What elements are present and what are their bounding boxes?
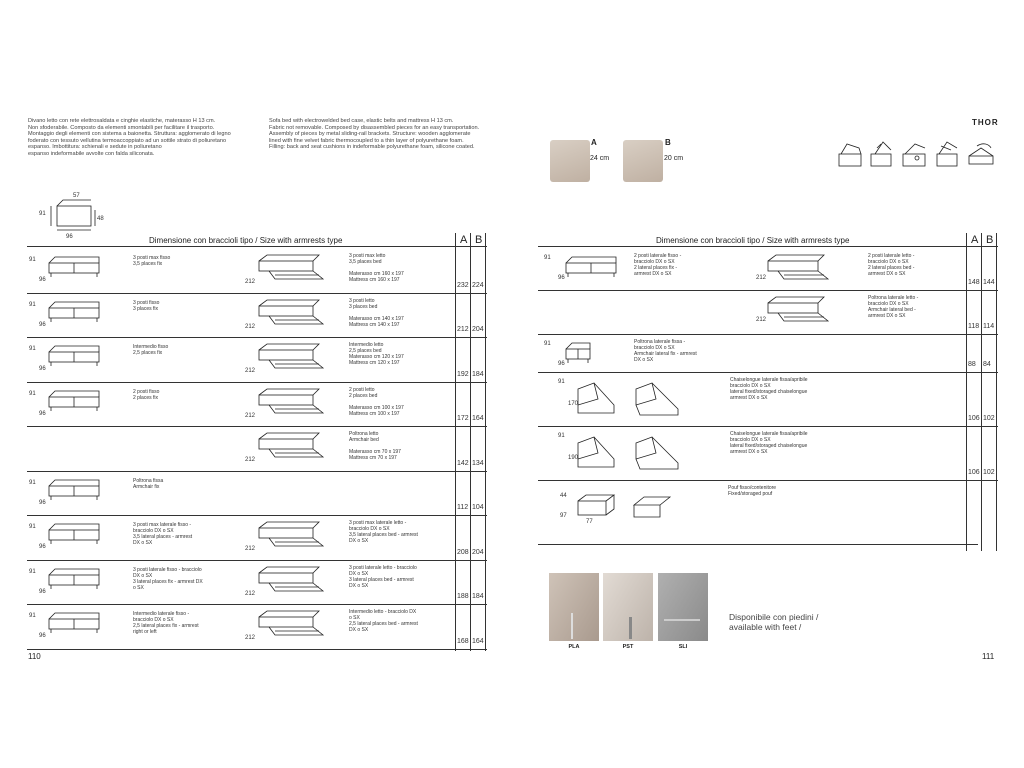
armrest-a-label: A: [591, 138, 597, 147]
feet-availability-text: Disponibile con piedini / available with feet /: [729, 612, 819, 632]
row-height: 91: [558, 433, 565, 439]
left-table-header: Dimensione con braccioli tipo / Size with armrests type: [149, 236, 343, 245]
row-width: 96: [558, 275, 565, 281]
sofa-bed-drawing: [255, 429, 329, 466]
dim-length: 96: [66, 234, 73, 240]
row-bed-text: 2 posti laterale letto - bracciolo DX o SX 2 lateral places bed - armrest DX o SX: [868, 253, 915, 277]
row-width: 96: [39, 588, 46, 595]
sofa-fixed-drawing: [560, 253, 622, 286]
row-bed-width: 212: [756, 317, 767, 323]
row-text: Poltrona laterale fissa - bracciolo DX o SX Armchair lateral fix - armrest DX o SX: [634, 339, 697, 363]
assembly-steps-icons: [837, 140, 997, 174]
row-fixed-text: Intermedio laterale fisso - bracciolo DX o SX 2,5 lateral places fix - armrest right or left: [133, 611, 199, 635]
row-bed-text: 3 posti laterale letto - bracciolo DX o SX 3 lateral places bed - armrest DX o SX: [349, 564, 417, 589]
row-width: 96: [39, 410, 46, 417]
row-value-a: 148: [968, 279, 980, 286]
row-value-a: 142: [457, 459, 469, 467]
row-divider: [27, 515, 487, 516]
row-divider: [27, 560, 487, 561]
row-bed-text: Intermedio letto 2,5 places bed Materasso cm 120 x 197 Mattress cm 120 x 197: [349, 342, 404, 366]
row-fixed-text: 3 posti fisso 3 places fix: [133, 299, 160, 312]
sofa-fixed-drawing: [43, 476, 105, 509]
assembly-step-5-icon: [969, 144, 993, 164]
row-bed-width: 212: [245, 323, 256, 330]
assembly-step-4-icon: [937, 142, 957, 166]
dim-width: 57: [73, 193, 80, 199]
left-col-a: A: [460, 234, 468, 246]
sofa-bed-drawing: [255, 340, 329, 377]
row-value-a: 88: [968, 361, 976, 368]
row-height: 91: [29, 568, 36, 575]
row-divider: [538, 544, 978, 545]
dim-height: 91: [39, 211, 46, 217]
row-bed-text: 3 posti max laterale letto - bracciolo DX o SX 3,5 lateral places bed - armrest DX o SX: [349, 520, 418, 544]
sofa-fixed-drawing: [43, 609, 105, 642]
row-value-a: 212: [457, 326, 469, 333]
row-height: 91: [29, 301, 36, 308]
feet-swatch-sli: [658, 573, 708, 641]
row-divider: [27, 471, 487, 472]
row-value-b: 224: [472, 281, 484, 289]
row-divider: [27, 382, 487, 383]
intro-italian: Divano letto con rete elettrosaldata e cinghie elastiche, materasso H 13 cm. Non sfoderabile. Composto da elementi smontabili per facilitare il trasporto. Montaggio degli elementi con sistema a baionetta. Struttura: agglomerato di legno foderato con tessuto vellutina termoaccoppiato ad un sottile strato di poliuretano espanso. Imbottitura: schienali e sedute in poliuretano espanso indeformabile avvolte con falda siliconata.: [28, 118, 231, 157]
row-height: 91: [544, 255, 551, 261]
assembly-step-2-icon: [871, 142, 891, 166]
right-col-a: A: [971, 234, 979, 246]
page-number-left: 110: [28, 652, 41, 661]
row-value-b: 184: [472, 593, 484, 600]
row-fixed-text: 3 posti laterale fisso - bracciolo DX o SX 3 lateral places fix - armrest DX o SX: [133, 566, 203, 591]
armrest-b-image: [623, 140, 663, 182]
row-bed-text: 2 posti letto 2 places bed Materasso cm 100 x 197 Mattress cm 100 x 197: [349, 386, 404, 417]
row-value-b: 144: [983, 279, 995, 286]
row-value-a: 172: [457, 415, 469, 422]
armrest-b-label: B: [665, 138, 671, 147]
row-fixed-text: Poltrona fissa Armchair fix: [133, 477, 164, 490]
row-bed-text: 3 posti max letto 3,5 places bed Materasso cm 160 x 197 Mattress cm 160 x 197: [349, 253, 404, 283]
row-bed-text: 3 posti letto 3 places bed Materasso cm 140 x 197 Mattress cm 140 x 197: [349, 297, 404, 328]
row-value-b: 164: [472, 637, 484, 645]
row-height: 91: [29, 390, 36, 397]
row-value-a: 208: [457, 548, 469, 556]
row-divider: [27, 604, 487, 605]
chaiselongue-drawing: [574, 433, 704, 478]
row-bed-width: 212: [756, 275, 767, 281]
row-bed-width: 212: [245, 546, 256, 552]
row-height: 91: [29, 613, 36, 619]
assembly-step-3-icon: [903, 144, 925, 166]
sofa-fixed-drawing: [43, 253, 105, 286]
row-width: 96: [39, 633, 46, 639]
row-fixed-text: 3 posti max laterale fisso - bracciolo DX o SX 3,5 lateral places - armrest DX o SX: [133, 522, 193, 546]
row-value-a: 192: [457, 370, 469, 378]
row-value-a: 106: [968, 415, 980, 422]
row-width: 190: [568, 455, 579, 461]
intro-english: Sofa bed with electrowelded bed case, elastic belts and mattress H 13 cm. Fabric not removable. Composed by disassembled pieces for an easy transportation. Assembly of pieces by metal sliding-rail brackets. Structure: wooden agglomerate lined with fine velvet fabric thermocoupled to a thin layer of polyurethane foam. Filling: back and seat cushions in indeformable polyurethane foam, silicone coated.: [269, 118, 480, 151]
sofa-bed-drawing: [255, 251, 329, 288]
row-width: 96: [39, 277, 46, 283]
row-divider: [538, 372, 998, 373]
row-width: 97: [560, 513, 567, 519]
feet-label-pst: PST: [622, 644, 634, 650]
right-table: [538, 233, 998, 553]
sofa-bed-drawing: [255, 518, 329, 555]
row-height: 91: [544, 341, 551, 347]
sofa-fixed-drawing: [43, 565, 105, 598]
row-height: 91: [29, 257, 36, 263]
row-divider: [27, 426, 487, 427]
sofa-bed-drawing: [764, 293, 834, 330]
row-divider: [538, 426, 998, 427]
sofa-bed-drawing: [764, 251, 834, 288]
row-value-b: 84: [983, 361, 991, 368]
row-divider: [27, 293, 487, 294]
row-bed-width: 212: [245, 590, 256, 597]
armrest-a-image: [550, 140, 590, 182]
row-text: 2 posti laterale fisso - bracciolo DX o SX 2 lateral places fix - armrest DX o SX: [634, 253, 682, 277]
row-value-b: 184: [472, 370, 484, 378]
catalog-spread: [15, 88, 1009, 672]
row-divider: [538, 480, 998, 481]
row-width: 96: [39, 544, 46, 550]
feet-label-pla: PLA: [568, 644, 580, 650]
row-width: 170: [568, 401, 579, 407]
sofa-bed-drawing: [255, 607, 329, 644]
row-width: 96: [39, 499, 46, 506]
row-fixed-text: 3 posti max fisso 3,5 places fix: [133, 255, 171, 267]
row-value-a: 188: [457, 593, 469, 600]
row-divider: [27, 649, 487, 650]
row-width: 96: [39, 321, 46, 328]
row-text: Pouf fisso/contenitore Fixed/storaged pouf: [728, 485, 777, 497]
row-value-b: 204: [472, 326, 484, 333]
row-bed-width: 212: [245, 457, 256, 463]
feet-swatch-pst: [603, 573, 653, 641]
row-value-b: 102: [983, 415, 995, 422]
row-value-b: 204: [472, 548, 484, 556]
row-fixed-text: Intermedio fisso 2,5 places fix: [133, 344, 169, 356]
row-bed-text: Intermedio letto - bracciolo DX o SX 2,5 lateral places bed - armrest DX o SX: [349, 609, 418, 633]
row-value-b: 134: [472, 459, 484, 467]
row-bed-width: 212: [245, 279, 256, 285]
assembly-step-1-icon: [839, 144, 861, 166]
chaiselongue-drawing: [574, 379, 704, 424]
row-value-a: 232: [457, 281, 469, 289]
sofa-bed-drawing: [255, 385, 329, 422]
row-fixed-text: 2 posti fisso 2 places fix: [133, 388, 160, 401]
row-divider: [538, 334, 998, 335]
armrest-a-value: 24 cm: [590, 155, 610, 162]
row-value-b: 104: [472, 504, 484, 511]
sofa-bed-drawing: [255, 296, 329, 333]
row-divider: [27, 337, 487, 338]
left-col-b: B: [475, 234, 483, 246]
row-width-2: 77: [586, 519, 593, 525]
row-height: 91: [29, 524, 36, 530]
row-bed-width: 212: [245, 412, 256, 419]
row-height: 44: [560, 493, 567, 499]
right-col-b: B: [986, 234, 994, 246]
feet-label-sli: SLI: [678, 644, 688, 650]
row-bed-width: 212: [245, 635, 256, 641]
row-width: 96: [39, 366, 46, 372]
row-value-b: 114: [983, 323, 995, 330]
feet-swatch-pla: [549, 573, 599, 641]
row-value-a: 118: [968, 323, 980, 330]
row-height: 91: [29, 346, 36, 352]
row-bed-text: Poltrona laterale letto - bracciolo DX o SX Armchair lateral bed - armrest DX o SX: [868, 295, 919, 319]
sofa-fixed-drawing: [43, 387, 105, 420]
row-value-a: 112: [457, 504, 469, 511]
sofa-fixed-drawing: [43, 298, 105, 331]
sofa-fixed-drawing: [43, 520, 105, 553]
row-value-a: 106: [968, 469, 980, 476]
brand-name: THOR: [972, 118, 999, 127]
sofa-fixed-drawing: [43, 342, 105, 375]
row-text: Chaiselongue laterale fissa/apribile bracciolo DX o SX lateral fixed/storaged chaiselongue armrest DX o SX: [730, 377, 808, 401]
sofa-bed-drawing: [255, 563, 329, 600]
row-height: 91: [558, 379, 565, 385]
row-height: 91: [29, 479, 36, 486]
row-text: Chaiselongue laterale fissa/apribile bracciolo DX o SX lateral fixed/storaged chaiselongue armrest DX o SX: [730, 431, 808, 455]
left-table: [27, 233, 487, 653]
right-table-header: Dimensione con braccioli tipo / Size with armrests type: [656, 236, 850, 245]
row-value-a: 168: [457, 637, 469, 645]
page-number-right: 111: [982, 652, 995, 661]
row-bed-width: 212: [245, 368, 256, 374]
row-value-b: 164: [472, 415, 484, 422]
row-bed-text: Poltrona letto Armchair bed Materasso cm 70 x 197 Mattress cm 70 x 197: [349, 431, 401, 461]
armrest-b-value: 20 cm: [664, 155, 684, 162]
sofa-fixed-drawing: [560, 339, 596, 372]
dim-depth: 48: [97, 216, 104, 222]
row-divider: [538, 290, 998, 291]
row-value-b: 102: [983, 469, 995, 476]
row-width: 96: [558, 361, 565, 367]
